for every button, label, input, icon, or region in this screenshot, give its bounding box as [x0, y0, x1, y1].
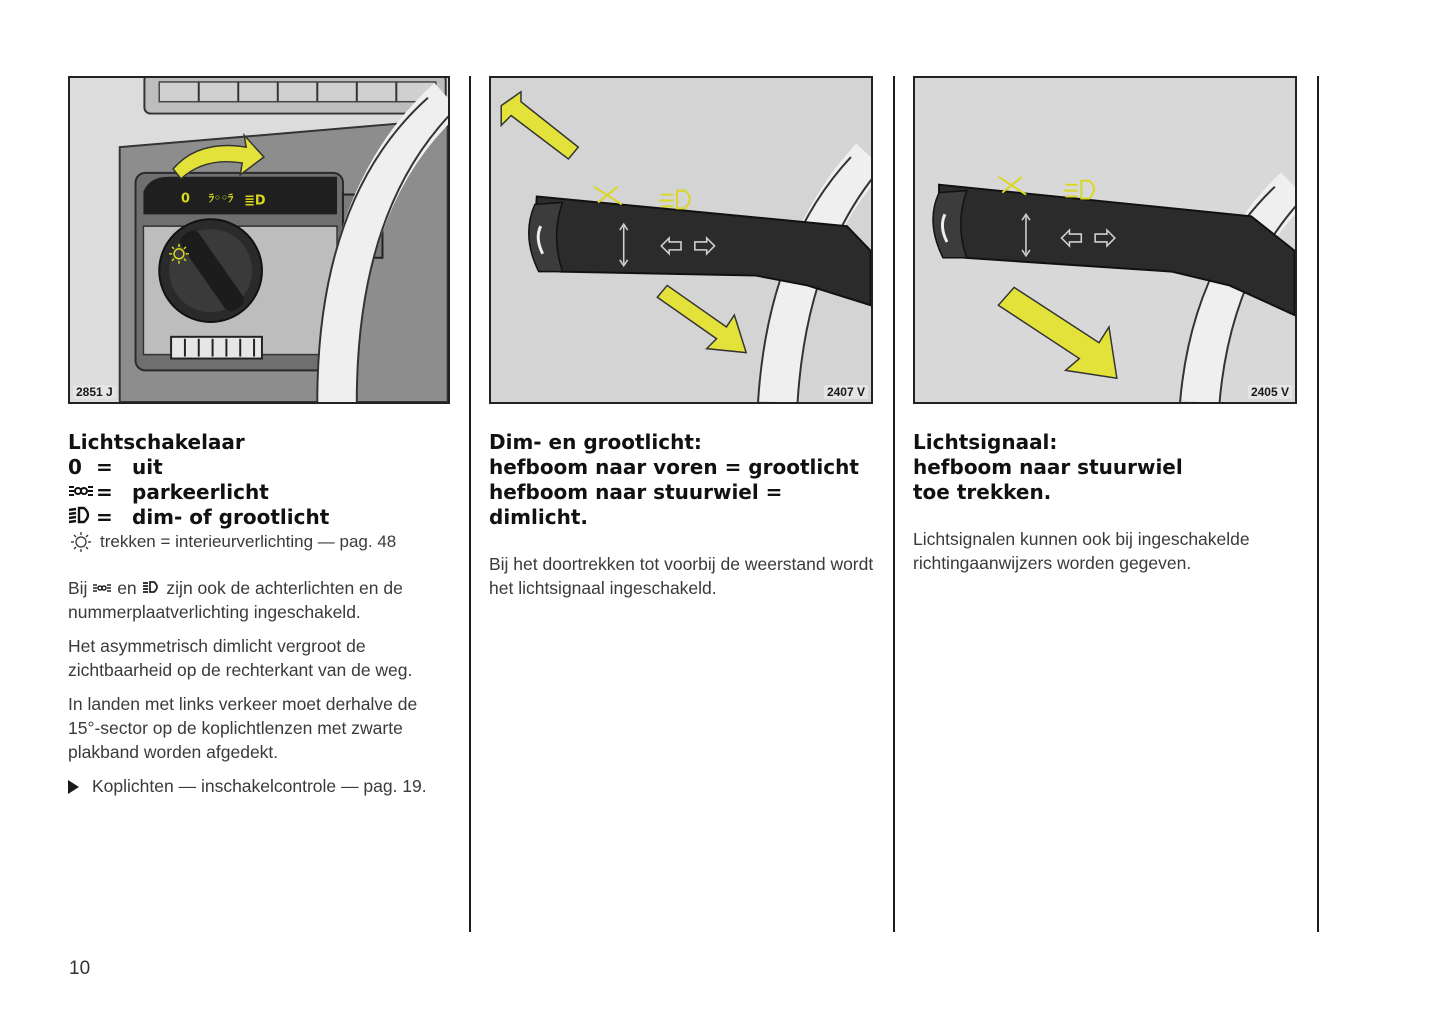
- paragraph-flash-with-indicators: Lichtsignalen kunnen ook bij ingeschakelde richtingaanwijzers worden gegeven.: [913, 529, 1250, 573]
- light-switch-illustration: [70, 78, 448, 402]
- switch-position-dipped: = dim- of grootlicht: [68, 505, 453, 530]
- switch-position-off: 0 = uit: [68, 455, 163, 479]
- dipped-beam-icon: [142, 580, 162, 594]
- dipped-beam-icon: [68, 506, 94, 524]
- lever-pull-illustration: [915, 78, 1295, 402]
- figure-light-switch: [68, 76, 450, 404]
- section-title: Dim- en grootlicht:: [489, 430, 702, 454]
- lever-forward-illustration: [491, 78, 871, 402]
- interior-light-note: trekken = interieurverlichting — pag. 48: [68, 530, 453, 554]
- dial-label-parking: ﾗ◦◦ﾗ: [208, 191, 234, 205]
- column-light-switch: [68, 430, 453, 798]
- figure-lever-pull: [913, 76, 1297, 404]
- section-title: Lichtschakelaar: [68, 430, 245, 454]
- column-headlight-flash: [913, 430, 1308, 575]
- section-subtitle: hefboom naar stuurwiel =: [489, 480, 783, 504]
- section-subtitle: hefboom naar stuurwiel: [913, 455, 1183, 479]
- section-subtitle: hefboom naar voren = grootlicht: [489, 455, 859, 479]
- column-divider: [469, 76, 471, 932]
- section-subtitle: toe trekken.: [913, 480, 1052, 504]
- triangle-bullet-icon: [68, 780, 79, 794]
- dial-label-off: 0: [180, 191, 190, 207]
- interior-light-icon: [68, 530, 94, 554]
- paragraph-flash-signal: Bij het doortrekken tot voorbij de weerstand wordt het lichtsignaal ingeschakeld.: [489, 554, 874, 598]
- figure-code: 2405 V: [1248, 385, 1292, 399]
- paragraph-asymmetric-beam: Het asymmetrisch dimlicht vergroot de zichtbaarheid op de rechterkant van de weg.: [68, 636, 413, 680]
- paragraph-left-traffic: In landen met links verkeer moet derhalve de 15°-sector op de koplichtlenzen met zwarte plakband worden afgedekt.: [68, 694, 418, 762]
- column-divider: [1317, 76, 1319, 932]
- page-number: 10: [69, 958, 91, 979]
- figure-code: 2407 V: [824, 385, 868, 399]
- parking-light-icon: [92, 582, 112, 594]
- parking-light-icon: [68, 483, 94, 499]
- figure-lever-forward: [489, 76, 873, 404]
- paragraph-rear-lights: Bij en zijn ook de achterlichten en de nummerplaatverlichting ingeschakeld.: [68, 578, 403, 622]
- section-subtitle: dimlicht.: [489, 505, 588, 529]
- figure-code: 2851 J: [73, 385, 116, 399]
- column-dipped-main-beam: [489, 430, 884, 600]
- switch-position-parking: = parkeerlicht: [68, 480, 453, 505]
- dial-label-dipped: ≣D: [244, 193, 266, 209]
- cross-reference: Koplichten — inschakelcontrole — pag. 19.: [68, 774, 453, 798]
- section-title: Lichtsignaal:: [913, 430, 1058, 454]
- column-divider: [893, 76, 895, 932]
